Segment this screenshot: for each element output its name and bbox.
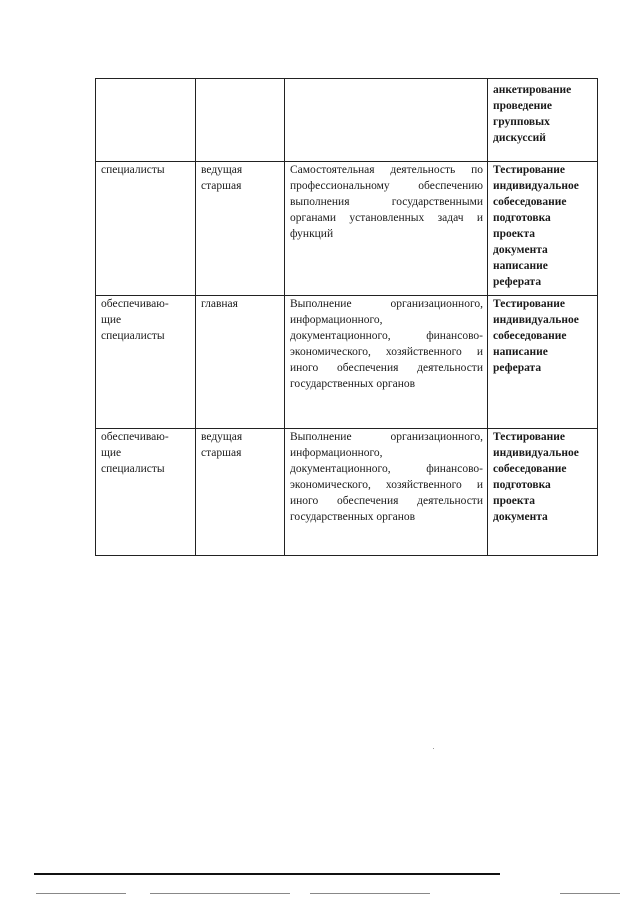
footer-dash-line: [310, 893, 430, 894]
methods-cell: анкетирование проведение групповых дискуссий: [488, 79, 598, 162]
group-cell: главная: [196, 296, 285, 429]
scan-speck: [433, 748, 434, 749]
footer-separator-line: [34, 873, 500, 875]
table-row: [96, 162, 598, 296]
description-cell: [285, 79, 488, 162]
methods-cell: Тестирование индивидуальное собеседование подготовка проекта документа написание реферата: [488, 162, 598, 296]
qualification-table: [95, 78, 598, 556]
footer-dash-line: [560, 893, 620, 894]
group-cell: [196, 79, 285, 162]
table-row: [96, 429, 598, 556]
category-cell: обеспечиваю- щие специалисты: [96, 296, 196, 429]
footer-dash-line: [150, 893, 290, 894]
methods-cell: Тестирование индивидуальное собеседование подготовка проекта документа: [488, 429, 598, 556]
category-cell: обеспечиваю- щие специалисты: [96, 429, 196, 556]
category-cell: специалисты: [96, 162, 196, 296]
group-cell: ведущая старшая: [196, 162, 285, 296]
description-cell: Самостоятельная деятельность по профессиональному обеспечению выполнения государственными органами установленных задач и функций: [285, 162, 488, 296]
methods-cell: Тестирование индивидуальное собеседование написание реферата: [488, 296, 598, 429]
description-cell: Выполнение организационного, информационного, документационного, финансово-экономического, хозяйственного и иного обеспечения деятельности государственных органов: [285, 429, 488, 556]
table-row: [96, 296, 598, 429]
description-cell: Выполнение организационного, информационного, документационного, финансово-экономического, хозяйственного и иного обеспечения деятельности государственных органов: [285, 296, 488, 429]
table-row: [96, 79, 598, 162]
category-cell: [96, 79, 196, 162]
group-cell: ведущая старшая: [196, 429, 285, 556]
footer-dash-line: [36, 893, 126, 894]
